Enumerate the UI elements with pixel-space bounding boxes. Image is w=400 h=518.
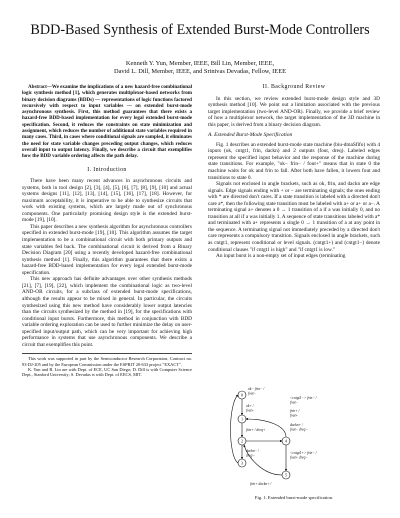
- paragraph: An input burst is a non-empty set of input edges (terminating: [216, 253, 346, 260]
- abstract-text: Abstract—We examine the implications of a new hazard-free combinational logic synthesis method [1], which generates multiplexor-based networks from binary decision diagrams (BDDs) — representations of logic functions factored recursively with respect to input variables — on extended burst-mode asynchronous synthesis. First, this method guarantees that there exists a hazard-free BDD-based implementation for every legal extended burst-mode specification. Second, it reduces the constraints on state minimization and assignment, which reduces the number of additional state variables required in many cases. Third, in cases where conditional signals are sampled, it eliminates the need for state variable changes preceding output changes, which reduces overall input to output latency. Finally, we describe a circuit that exemplifies how the BDD variable ordering affects the path delay.: [22, 84, 192, 160]
- edge-label: fout−: [248, 391, 257, 396]
- state-label: 3: [240, 460, 244, 466]
- footnote: [22, 353, 192, 377]
- edge-label: fout− dreq−: [290, 427, 308, 432]
- state-label: 4: [284, 438, 288, 444]
- paragraph: There have been many recent advances in asynchronous circuits and systems, both in tool design [2], [3], [4], [5], [6], [7], [8], [9], [10] and actual systems designs [11], [12], [13], [14], [15], [16], [17], [18]. However, for maximum acceptability, it is imperative to be able to synthesize circuits that work with existing systems, which are largely made out of synchronous components. One particularly promising design style is the extended burst-mode [19], [10].: [22, 178, 192, 224]
- author-block: [20, 60, 380, 77]
- state-label: 2: [240, 438, 244, 444]
- state-label: 0: [240, 392, 244, 398]
- edge-3-0: [231, 395, 239, 463]
- edge-label: dackn− /: [246, 449, 259, 453]
- paragraph: This new approach has definite advantages over other synthesis methods [21], [7], [19], [22], which implement the combinational logic as two-level AND-OR circuits, for a subclass of extended burst-mode specifications, although the results appear to be mixed in general. In particular, the circuits synthesized using this new method have considerably lower output latencies than the circuits synthesized by the method in [19], for the specifications with conditional input bursts. Furthermore, this method in conjunction with BDD variable ordering exploration can be used to further minimize the delay on user-specified input/output path, which can be very important for achieving high performance in systems that use asynchronous components. We describe a circuit that exemplifies this point.: [22, 276, 192, 348]
- authors-line-2: David L. Dill, Member, IEEE, and Srinivas Devadas, Fellow, IEEE: [113, 68, 286, 76]
- subsection-heading: A. Extended Burst-Mode Specification: [208, 132, 293, 139]
- section-heading-background: II. Background Review: [262, 84, 326, 90]
- edge-label: fout+ dreq−: [290, 455, 308, 460]
- paper-title: BDD-Based Synthesis of Extended Burst-Mode Controllers: [30, 22, 370, 38]
- footnote-affiliations: K. Yun and B. Lin are with Dept. of ECE, UC San Diego; D. Dill is with Computer Science Dept., Stanford University; S. Devadas is with Dept. of EECS, MIT.: [22, 366, 192, 377]
- authors-line-1: Kenneth Y. Yun, Member, IEEE, Bill Lin, Member, IEEE,: [125, 60, 275, 67]
- edge-label: fout+: [290, 413, 299, 418]
- edge-label: fout+: [246, 408, 255, 413]
- edge-label: frin+ dackn+ /: [250, 482, 272, 486]
- state-label: 1: [240, 416, 244, 422]
- edge-label: <cntgt1−> frin− /: [290, 396, 317, 400]
- figure-caption: Fig. 1. Extended burst-mode specification.: [254, 495, 334, 500]
- state-diagram-svg: [228, 386, 360, 490]
- edge-label: ok+ /: [246, 404, 254, 408]
- right-column: [208, 84, 380, 260]
- edge-label: ok− frin− /: [248, 387, 265, 391]
- left-column: [22, 84, 192, 377]
- edge-label: dackn+ /: [290, 423, 303, 427]
- edge-label: dreq−: [246, 453, 255, 458]
- state-label: 5: [284, 472, 288, 478]
- footnote-funding: This work was supported in part by the Semiconductor Research Corporation, Contract no. 93-DJ-205 and by the European Commission under the ESPRIT 20-633 project "EXACT".: [22, 356, 192, 367]
- edge-label: frin+ /: [290, 409, 300, 413]
- edge-label: frin+ / dreq+: [246, 428, 266, 432]
- edge-label: fout−: [290, 400, 299, 405]
- paragraph: Signals not enclosed in angle brackets, such as ok, frin, and dackn are edge signals. Edge signals ending with + or − are terminating signals; the ones ending with * are directed don't cares. If a state transition is labeled with a directed don't care a*, then the following state transition must be labeled with a+ or a+ or a−. A terminating signal a+ denotes a 0 → 1 transition of a if a was initially 0, and no transition at all if a was initially 1. A sequence of state transitions labeled with a* and terminated with a+ represents a single 0 → 1 transition of a at any point in the sequence. A terminating signal not immediately preceded by a directed don't care represents a compulsory transition. Signals enclosed in angle brackets, such as cntgt1, represent conditional or level signals. (cntgt1+) and (cntgt1−) denote conditional clauses "if cntgt1 is high" and "if cntgt1 is low.": [208, 181, 380, 253]
- paragraph: This paper describes a new synthesis algorithm for asynchronous controllers specified in extended burst-mode [19], [10]. This algorithm assumes the target implementation to be a combinational circuit with both primary outputs and state variables fed back. The combinational circuit is derived from a Binary Decision Diagram [20] using a recently developed hazard-free combinational synthesis method [1]. Finally, this algorithm guarantees that there exists a hazard-free BDD-based implementation for every legal extended burst-mode specification.: [22, 223, 192, 276]
- edge-label: <cntgt1+> frin− /: [290, 451, 317, 455]
- paragraph: In this section, we review extended burst-mode design style and 3D synthesis method [10]. We point out a limitation associated with the previous target implementation (two-level AND-OR). Finally, we provide a brief review of how a multiplexor network, the target implementation of the 3D machine in this paper, is derived from a binary decision diagram.: [208, 95, 380, 128]
- paragraph: Fig. 1 describes an extended burst-mode state machine (biu-dmaSfifo) with 4 inputs (ok, cntgt1, frin, dackn) and 2 outputs (fout, dreq). Labeled edges represent the specified input behavior and the response of the machine during state transitions. For example, "ok− frin− / fout+" means that in state 0 the machine waits for ok and frin to fall. After both have fallen, it lowers fout and transitions to state 0.: [208, 141, 380, 181]
- section-heading-introduction: I. Introduction: [87, 166, 127, 173]
- figure-state-diagram: [228, 386, 360, 490]
- abstract: [22, 84, 192, 160]
